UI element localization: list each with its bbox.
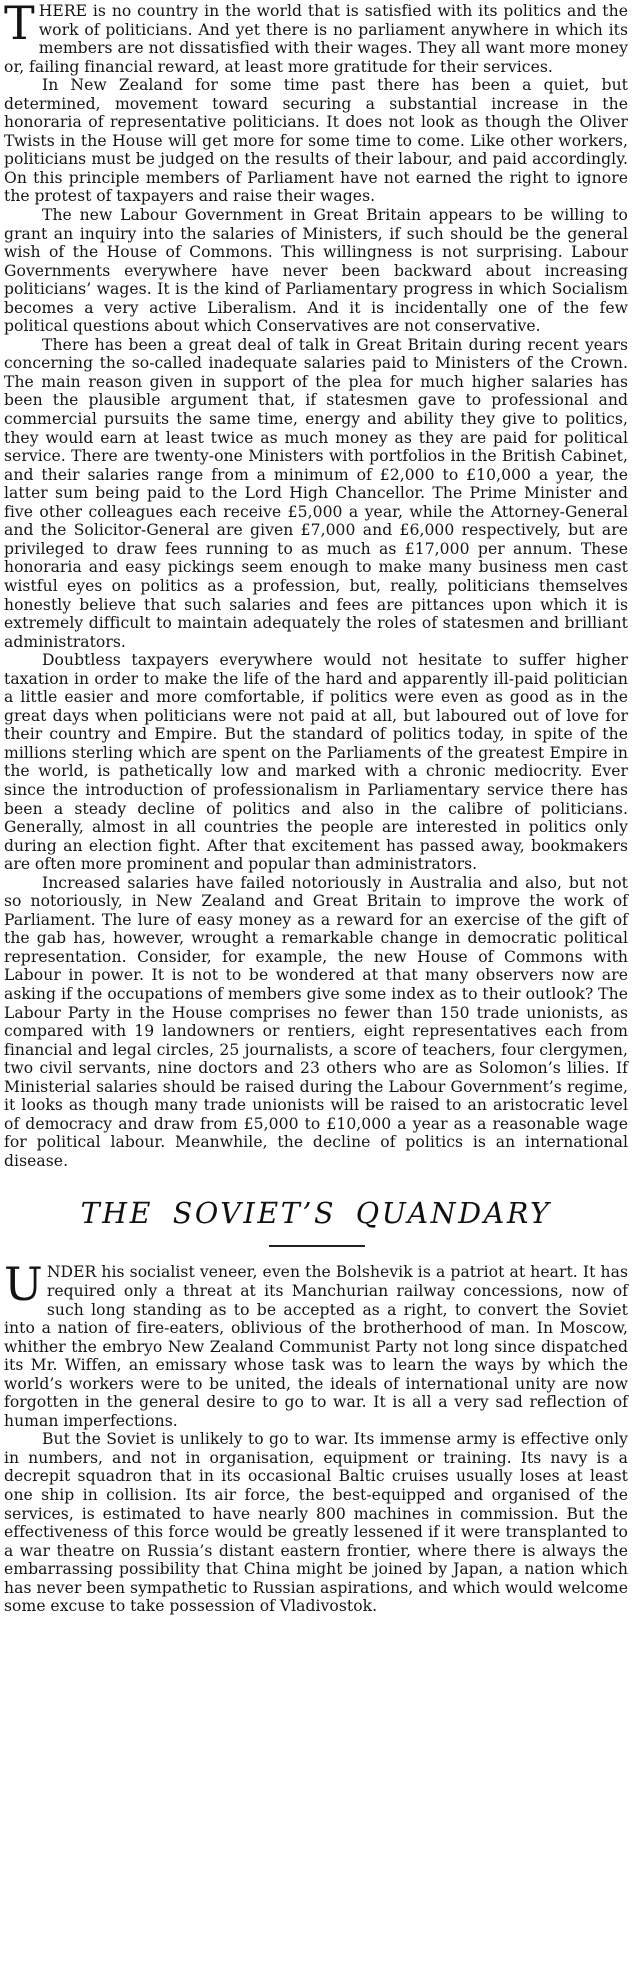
article-headline: THE SOVIET’S QUANDARY <box>80 1197 552 1231</box>
paragraph-2: In New Zealand for some time past there has been a quiet, but determined, movement toward securing a substantial increase in the honoraria of representative politicians. It does not look as though the Oliver Twists in the House will get more for some time to come. Like other workers, politicians must be judged on the results of their labour, and paid accordingly. On this principle members of Parliament have not earned the right to ignore the protest of taxpayers and raise their wages. <box>4 76 628 206</box>
paragraph-6: Increased salaries have failed notoriously in Australia and also, but not so notoriously, in New Zealand and Great Britain to improve the work of Parliament. The lure of easy money as a reward for an exercise of the gift of the gab has, however, wrought a remarkable change in democratic political representation. Consider, for example, the new House of Commons with Labour in power. It is not to be wondered at that many observers now are asking if the occupations of members give some index as to their outlook? The Labour Party in the House comprises no fewer than 150 trade unionists, as compared with 19 landowners or rentiers, eight representatives each from financial and legal circles, 25 journalists, a score of teachers, four clergymen, two civil servants, nine doctors and 23 others who are as Solomon’s lilies. If Ministerial salaries should be raised during the Labour Government’s regime, it looks as though many trade unionists will be raised to an aristocratic level of democracy and draw from £5,000 to £10,000 a year as a reasonable wage for political labour. Meanwhile, the decline of politics is an international disease. <box>4 873 628 1170</box>
article-soviet-quandary <box>4 1257 628 1616</box>
paragraph-text: is no country in the world that is satisfied with its politics and the work of politicians. And yet there is no parliament anywhere in which its members are not dissatisfied with their wages. They all want more money or, failing financial reward, at least more gratitude for their services. <box>4 2 628 76</box>
paragraph-4: There has been a great deal of talk in Great Britain during recent years concerning the so-called inadequate salaries paid to Ministers of the Crown. The main reason given in support of the plea for much higher salaries has been the plausible argument that, if statesmen gave to professional and commercial pursuits the same time, energy and ability they give to politics, they would earn at least twice as much money as they are paid for political service. There are twenty-one Ministers with portfolios in the British Cabinet, and their salaries range from a minimum of £2,000 to £10,000 a year, the latter sum being paid to the Lord High Chancellor. The Prime Minister and five other colleagues each receive £5,000 a year, while the Attorney-General and the Solicitor-General are given £7,000 and £6,000 respectively, but are privileged to draw fees running to as much as £17,000 per annum. These honoraria and easy pickings seem enough to make many business men cast wistful eyes on politics as a profession, but, really, politicians themselves honestly believe that such salaries and fees are pittances upon which it is extremely difficult to maintain adequately the roles of statesmen and brilliant administrators. <box>4 335 628 651</box>
paragraph-3: The new Labour Government in Great Britain appears to be willing to grant an inquiry into the salaries of Ministers, if such should be the general wish of the House of Commons. This willingness is not surprising. Labour Governments everywhere have never been backward about increasing politicians’ wages. It is the kind of Parliamentary progress in which Socialism becomes a very active Liberalism. And it is incidentally one of the few political questions about which Conservatives are not conservative. <box>4 206 628 336</box>
headline-block <box>4 1183 628 1263</box>
article-column <box>4 2 628 1616</box>
drop-cap: U <box>4 1257 43 1312</box>
paragraph-5: Doubtless taxpayers everywhere would not hesitate to suffer higher taxation in order to make the life of the hard and apparently ill-paid politician a little easier and more comfortable, if politics were even as good as in the great days when politicians were not paid at all, but laboured out of love for their country and Empire. But the standard of politics today, in spite of the millions sterling which are spent on the Parliaments of the greatest Empire in the world, is pathetically low and marked with a chronic mediocrity. Ever since the introduction of professionalism in Parliamentary service there has been a steady decline of politics and also in the calibre of politicians. Generally, almost in all countries the people are interested in politics only during an election fight. After that excitement has passed away, bookmakers are often more prominent and popular than administrators. <box>4 651 628 874</box>
paragraph-1 <box>4 1257 628 1430</box>
drop-cap: T <box>4 0 35 50</box>
lead-caps: HERE <box>38 2 88 20</box>
lead-caps: NDER <box>46 1263 97 1282</box>
paragraph-1 <box>4 2 628 76</box>
paragraph-2: But the Soviet is unlikely to go to war. Its immense army is effective only in numbers, and not in organisation, equipment or training. Its navy is a decrepit squadron that in its occasional Baltic cruises usually loses at least one ship in collision. Its air force, the best-equipped and organised of the services, is estimated to have nearly 800 machines in commission. But the effectiveness of this force would be greatly lessened if it were transplanted to a war theatre on Russia’s distant eastern frontier, where there is always the embarrassing possibility that China might be joined by Japan, a nation which has never been sympathetic to Russian aspirations, and which would welcome some excuse to take possession of Vladivostok. <box>4 1430 628 1616</box>
headline-rule <box>269 1245 365 1247</box>
paragraph-text: his socialist veneer, even the Bolshevik is a patriot at heart. It has required only a threat at its Manchurian railway concessions, now of such long standing as to be accepted as a right, to convert the Soviet into a nation of fire-eaters, oblivious of the brotherhood of man. In Moscow, whither the embryo New Zealand Communist Party not long since dispatched its Mr. Wiffen, an emissary whose task was to learn the ways by which the world’s workers were to be united, the ideals of international unity are now forgotten in the general desire to go to war. It is all a very sad reflection of human imperfections. <box>4 1263 628 1430</box>
article-politicians-salaries <box>4 2 628 1170</box>
